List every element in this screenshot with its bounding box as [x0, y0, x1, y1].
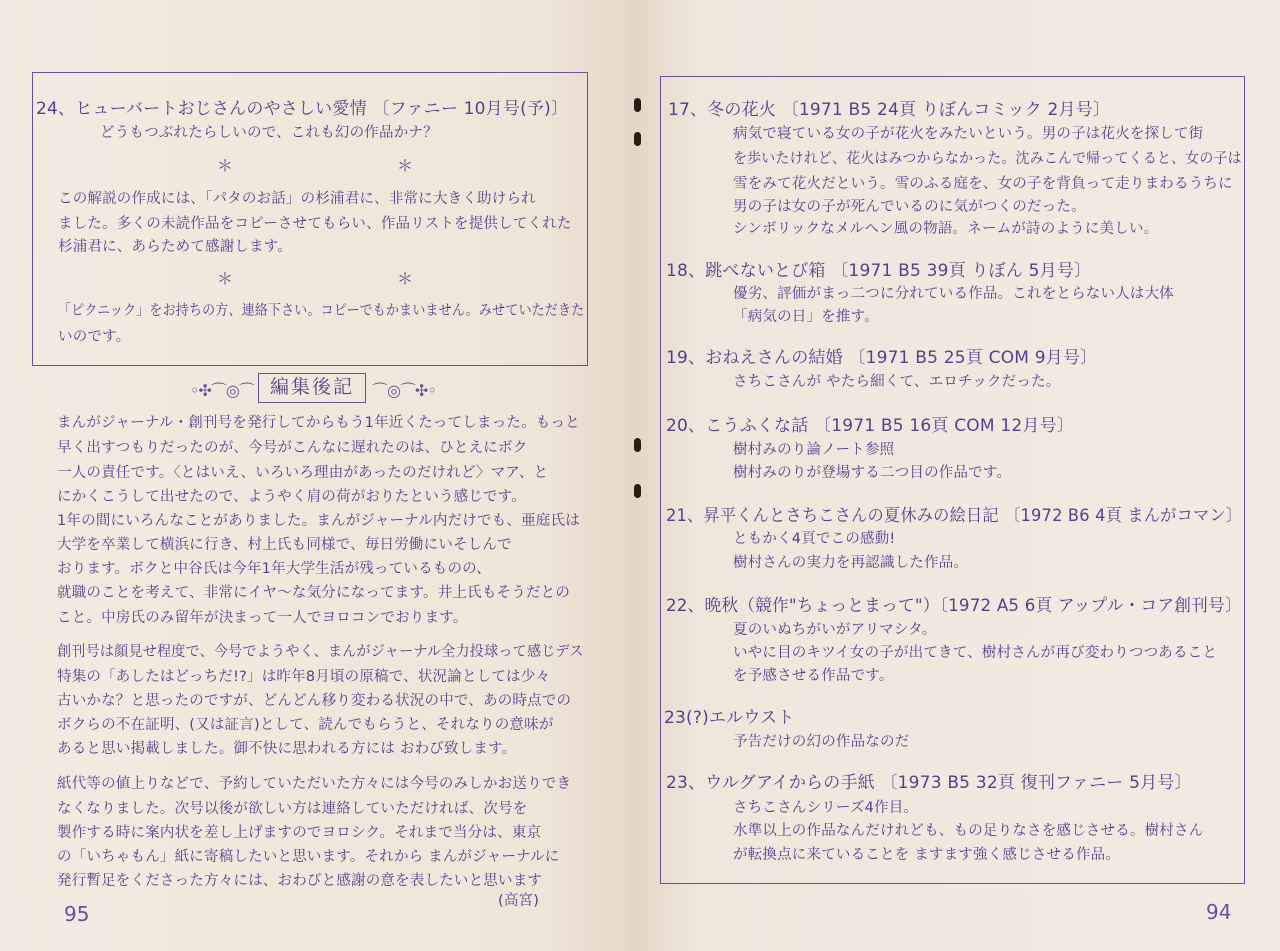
entry-title: 22、晩秋（競作"ちょっとまって"）〔1972 A5 6頁 アップル・コア創刊号〕 [666, 596, 1242, 616]
picnic-line: いのです。 [58, 329, 131, 345]
entry-line: 樹村みのり論ノート参照 [733, 442, 895, 458]
entry-line: 樹村さんの実力を再認識した作品。 [733, 555, 969, 571]
signature: (高宮) [498, 893, 540, 909]
thanks-line: ました。多くの未読作品をコピーさせてもらい、作品リストを提供してくれた [58, 216, 572, 232]
binding-hole [634, 438, 641, 452]
entry-line: いやに目のキツイ女の子が出てきて、樹村さんが再び変わりつつあること [733, 645, 1218, 661]
entry-line: 「病気の日」を推す。 [733, 309, 879, 325]
entry-line: シンボリックなメルヘン風の物語。ネームが詩のように美しい。 [733, 221, 1159, 237]
afterword-line: 特集の「あしたはどっちだ!?」は昨年8月頃の原稿で、状況論としては少々 [57, 669, 551, 685]
entry-line: 樹村みのりが登場する二つ目の作品です。 [733, 465, 1012, 481]
afterword-line: こと。中房氏のみ留年が決まって一人でヨロコンでおります。 [57, 610, 468, 626]
binding-hole [634, 132, 641, 146]
afterword-title: 編集後記 [258, 373, 366, 403]
afterword-line: 一人の責任です。〈とはいえ、いろいろ理由があったのだけれど〉マア、と [57, 465, 549, 481]
afterword-line: 発行暫足をくださった方々には、おわびと感謝の意を表したいと思います [57, 873, 543, 889]
entry-line: さちこさんが やたら細くて、エロチックだった。 [733, 374, 1061, 390]
entry-line: ともかく4頁でこの感動! [733, 531, 896, 547]
binding-hole [634, 98, 641, 112]
flourish-left: ◦✣⌒◎⌒ [190, 381, 254, 400]
thanks-line: この解説の作成には、「パタのお話」の杉浦君に、非常に大きく助けられ [58, 191, 536, 207]
afterword-line: 1年の間にいろんなことがありました。まんがジャーナル内だけでも、亜庭氏は [57, 513, 580, 529]
entry-line: 夏のいぬちがいがアリマシタ。 [733, 622, 937, 638]
page-number: 94 [1206, 900, 1232, 924]
afterword-line: あると思い掲載しました。御不快に思われる方には おわび致します。 [57, 741, 517, 757]
page-number: 95 [64, 902, 90, 926]
afterword-line: にかくこうして出せたので、ようやく肩の荷がおりたという感じです。 [57, 489, 526, 505]
entry-line: が転換点に来ていることを ますます強く感じさせる作品。 [733, 847, 1121, 863]
entry-line: を予感させる作品です。 [733, 668, 894, 684]
entry-line: を歩いたけれど、花火はみつからなかった。沈みこんで帰ってくると、女の子は [733, 151, 1242, 167]
separator-star: ＊ [217, 269, 234, 288]
afterword-line: 製作する時に案内状を差し上げますのでヨロシク。それまで当分は、東京 [57, 825, 542, 841]
afterword-line: 大学を卒業して横浜に行き、村上氏も同様で、毎日労働にいそしんで [57, 537, 512, 553]
entry-line: 優劣、評価がまっ二つに分れている作品。これをとらない人は大体 [733, 286, 1174, 302]
entry-24-note: どうもつぶれたらしいので、これも幻の作品かナ？ [100, 125, 438, 141]
entry-title: 21、昇平くんとさちこさんの夏休みの絵日記 〔1972 B6 4頁 まんがコマン〕 [666, 506, 1243, 526]
thanks-line: 杉浦君に、あらためて感謝します。 [58, 239, 293, 255]
afterword-line: おります。ボクと中谷氏は今年1年大学生活が残っているものの、 [57, 561, 491, 577]
binding-hole [634, 484, 641, 498]
picnic-line: 「ピクニック」をお持ちの方、連絡下さい。コピーでもかまいません。みせていただきた [58, 303, 585, 319]
flourish-right: ⌒◎⌒✣◦ [372, 381, 436, 400]
entry-line: 男の子は女の子が死んでいるのに気がつくのだった。 [733, 199, 1086, 215]
afterword-line: 創刊号は顔見せ程度で、今号でようやく、まんがジャーナル全力投球って感じデス [57, 644, 584, 660]
separator-star: ＊ [217, 156, 234, 175]
afterword-line: 紙代等の値上りなどで、予約していただいた方々には今号のみしかお送りでき [57, 776, 572, 792]
entry-line: 病気で寝ている女の子が花火をみたいという。男の子は花火を探して街 [733, 126, 1204, 142]
afterword-line: ボクらの不在証明、(又は証言)として、読んでもらうと、それなりの意味が [57, 717, 554, 733]
afterword-line: 古いかな？と思ったのですが、どんどん移り変わる状況の中で、あの時点での [57, 693, 572, 709]
entry-24-title: 24、ヒューバートおじさんのやさしい愛情 〔ファニー 10月号(予)〕 [36, 99, 569, 119]
left-page [0, 0, 630, 951]
afterword-line: 就職のことを考えて、非常にイヤ〜な気分になってます。井上氏もそうだとの [57, 585, 571, 601]
separator-star: ＊ [397, 269, 414, 288]
separator-star: ＊ [397, 156, 414, 175]
right-page [630, 0, 1280, 951]
afterword-line: なくなりました。次号以後が欲しい方は連絡していただければ、次号を [57, 801, 528, 817]
entry-line: 水準以上の作品なんだけれども、もの足りなさを感じさせる。樹村さん [733, 823, 1204, 839]
afterword-line: まんがジャーナル・創刊号を発行してからもう1年近くたってしまった。もっと [57, 415, 580, 431]
entry-title: 19、おねえさんの結婚 〔1971 B5 25頁 COM 9月号〕 [666, 348, 1098, 368]
entry-line: さちこさんシリーズ4作目。 [733, 800, 919, 816]
entry-line: 予告だけの幻の作品なのだ [733, 734, 910, 750]
entry-title: 23(?)エルウスト [664, 708, 795, 728]
afterword-line: の「いちゃもん」紙に寄稿したいと思います。それから まんがジャーナルに [57, 849, 560, 865]
entry-title: 17、冬の花火 〔1971 B5 24頁 りぼんコミック 2月号〕 [668, 100, 1111, 120]
afterword-line: 早く出すつもりだったのが、今号がこんなに遅れたのは、ひとえにボク [57, 440, 528, 456]
entry-title: 23、ウルグアイからの手紙 〔1973 B5 32頁 復刊ファニー 5月号〕 [666, 773, 1192, 793]
entry-title: 20、こうふくな話 〔1971 B5 16頁 COM 12月号〕 [666, 416, 1074, 436]
entry-line: 雪をみて花火だという。雪のふる庭を、女の子を背負って走りまわるうちに [733, 176, 1233, 192]
entry-title: 18、跳べないとび箱 〔1971 B5 39頁 りぼん 5月号〕 [666, 261, 1092, 281]
